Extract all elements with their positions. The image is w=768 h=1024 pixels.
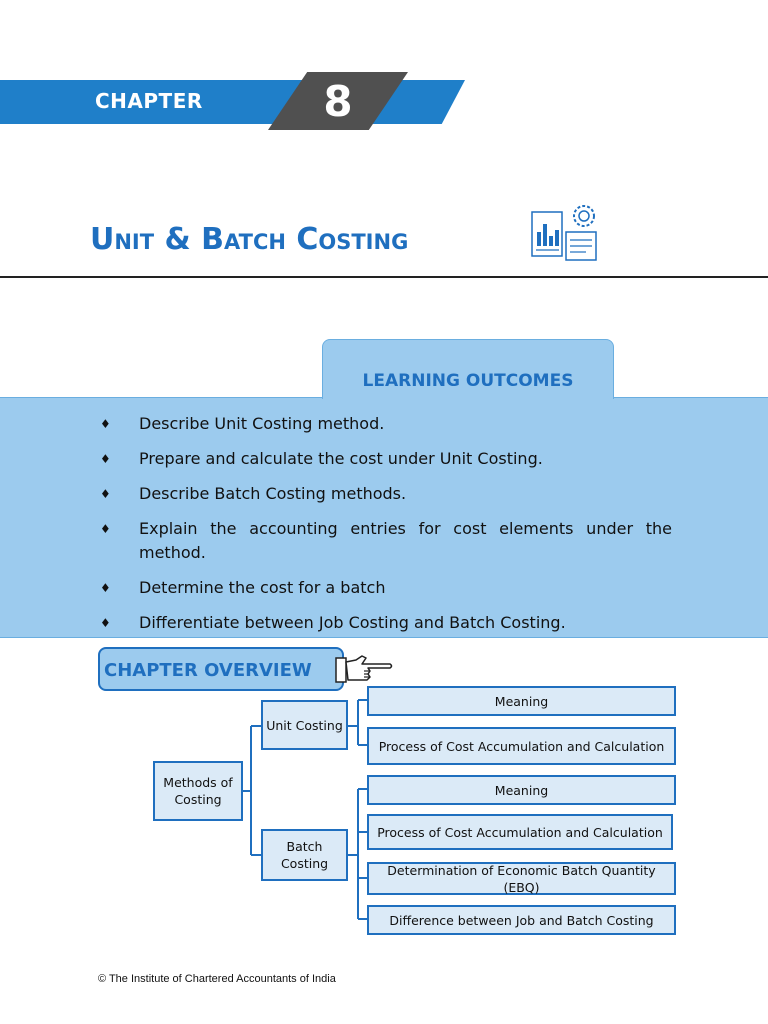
batch-costing-ebq: Determination of Economic Batch Quantity (EBQ) — [367, 862, 676, 895]
list-item — [96, 611, 672, 635]
unit-costing-meaning: Meaning — [367, 686, 676, 716]
unit-costing-process: Process of Cost Accumulation and Calculation — [367, 727, 676, 765]
root-methods-of-costing: Methods of Costing — [153, 761, 243, 821]
list-item — [96, 517, 672, 565]
bullet-icon: ♦ — [100, 452, 111, 466]
costing-report-icon — [528, 202, 604, 266]
list-item — [96, 482, 672, 506]
bullet-icon: ♦ — [100, 616, 111, 630]
bullet-icon: ♦ — [100, 522, 111, 536]
chapter-label: CHAPTER — [95, 89, 203, 113]
list-item — [96, 412, 672, 436]
outcome-text: Explain the accounting entries for cost elements under the method. — [139, 519, 672, 562]
pointing-hand-icon — [334, 652, 394, 686]
branch-batch-costing: Batch Costing — [261, 829, 348, 881]
chapter-overview-heading: CHAPTER OVERVIEW — [104, 660, 312, 681]
list-item — [96, 576, 672, 600]
batch-costing-difference: Difference between Job and Batch Costing — [367, 905, 676, 935]
bullet-icon: ♦ — [100, 417, 111, 431]
outcome-text: Prepare and calculate the cost under Unit Costing. — [139, 449, 543, 468]
outcome-text: Differentiate between Job Costing and Batch Costing. — [139, 613, 566, 632]
title-divider — [0, 276, 768, 278]
chapter-number: 8 — [323, 77, 353, 126]
outcome-text: Describe Unit Costing method. — [139, 414, 385, 433]
copyright-footer: © The Institute of Chartered Accountants of India — [98, 973, 336, 985]
learning-outcomes-list — [96, 412, 672, 646]
bullet-icon: ♦ — [100, 487, 111, 501]
list-item — [96, 447, 672, 471]
batch-costing-meaning: Meaning — [367, 775, 676, 805]
outcome-text: Describe Batch Costing methods. — [139, 484, 407, 503]
learning-outcomes-heading: LEARNING OUTCOMES — [362, 371, 574, 391]
branch-unit-costing: Unit Costing — [261, 700, 348, 750]
bullet-icon: ♦ — [100, 581, 111, 595]
chapter-title: Unit & Batch Costing — [90, 222, 409, 257]
outcome-text: Determine the cost for a batch — [139, 578, 386, 597]
batch-costing-process: Process of Cost Accumulation and Calculation — [367, 814, 673, 850]
